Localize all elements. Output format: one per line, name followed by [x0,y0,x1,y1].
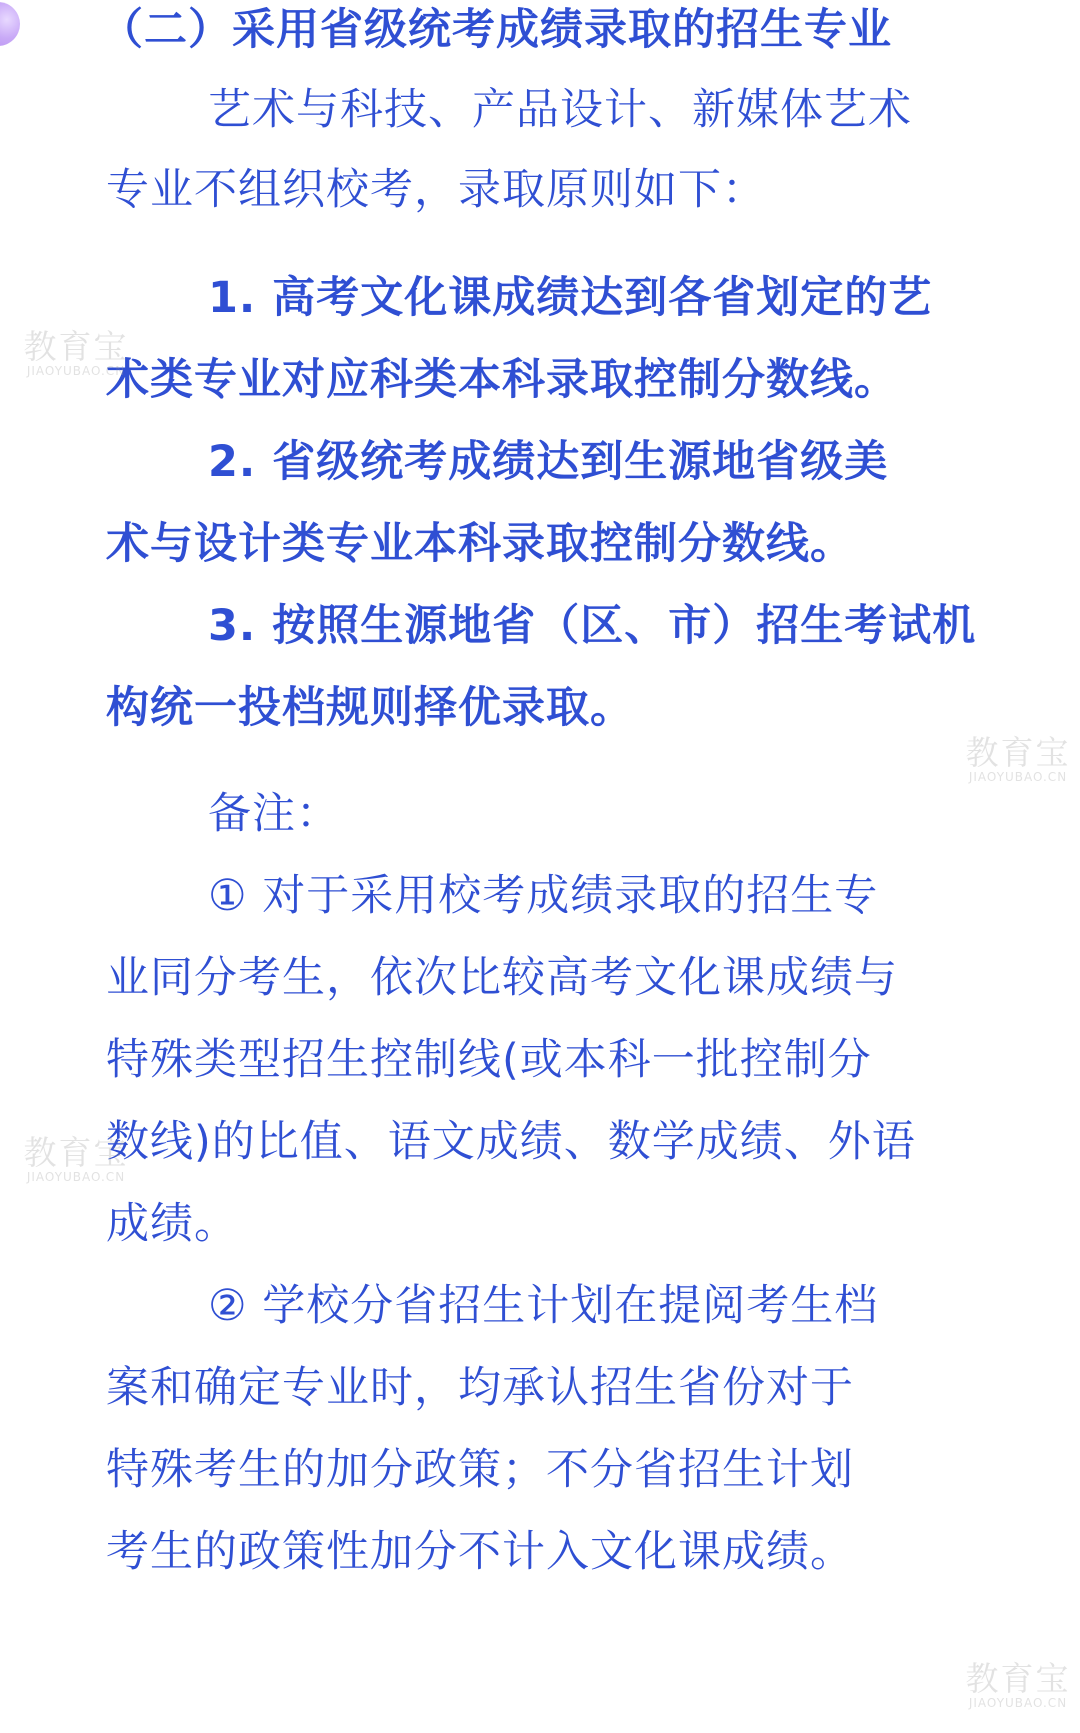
watermark-text: 教育宝 [965,1659,1071,1698]
corner-decoration [0,2,20,46]
intro-line-2: 专业不组织校考，录取原则如下： [106,165,766,215]
watermark-url: JIAOYUBAO.CN [968,770,1068,784]
watermark-url: JIAOYUBAO.CN [26,364,126,378]
rule-2-line-2: 术与设计类专业本科录取控制分数线。 [106,519,854,569]
note-2-line-2: 案和确定专业时，均承认招生省份对于 [106,1363,854,1413]
note-1-line-5: 成绩。 [106,1199,238,1249]
watermark-logo [958,1659,1078,1710]
rule-1-line-2: 术类专业对应科类本科录取控制分数线。 [106,355,898,405]
notes-label: 备注： [208,789,340,839]
intro-line-1: 艺术与科技、产品设计、新媒体艺术 [208,85,912,135]
note-1-line-2: 业同分考生，依次比较高考文化课成绩与 [106,953,898,1003]
watermark-text: 教育宝 [23,1133,129,1172]
rule-1-line-1: 1. 高考文化课成绩达到各省划定的艺 [208,273,933,323]
note-2-line-3: 特殊考生的加分政策；不分省招生计划 [106,1445,854,1495]
watermark-text: 教育宝 [23,327,129,366]
note-1-line-4: 数线)的比值、语文成绩、数学成绩、外语 [106,1117,916,1167]
watermark-url: JIAOYUBAO.CN [968,1696,1068,1710]
note-2-line-4: 考生的政策性加分不计入文化课成绩。 [106,1527,854,1577]
note-1-line-3: 特殊类型招生控制线(或本科一批控制分 [106,1035,872,1085]
rule-3-line-1: 3. 按照生源地省（区、市）招生考试机 [208,601,977,651]
note-2-line-1: ② 学校分省招生计划在提阅考生档 [208,1281,879,1331]
rule-2-line-1: 2. 省级统考成绩达到生源地省级美 [208,437,889,487]
watermark-url: JIAOYUBAO.CN [26,1170,126,1184]
rule-3-line-2: 构统一投档规则择优录取。 [106,683,634,733]
note-1-line-1: ① 对于采用校考成绩录取的招生专 [208,871,879,921]
section-heading: （二）采用省级统考成绩录取的招生专业 [100,5,892,55]
watermark-logo [958,733,1078,784]
watermark-text: 教育宝 [965,733,1071,772]
